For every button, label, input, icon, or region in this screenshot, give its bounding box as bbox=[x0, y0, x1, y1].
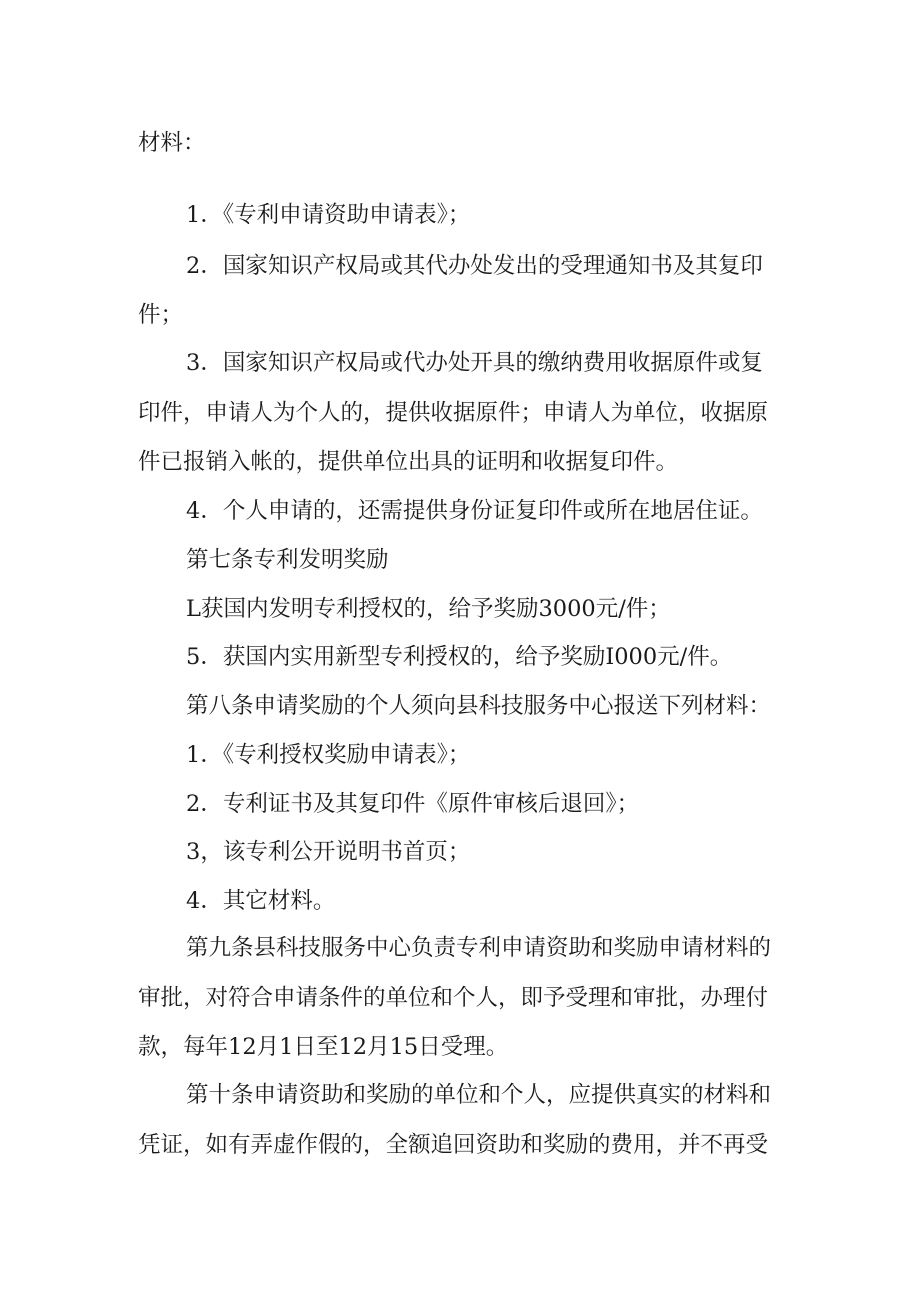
text-line: L获国内发明专利授权的，给予奖励3000元/件； bbox=[186, 596, 671, 622]
text-line: 1．《专利授权奖励申请表》； bbox=[186, 742, 471, 768]
text-line: 4．个人申请的，还需提供身份证复印件或所在地居住证。 bbox=[186, 498, 763, 524]
text-line: 1．《专利申请资助申请表》； bbox=[186, 202, 471, 228]
text-line: 印件，申请人为个人的，提供收据原件；申请人为单位，收据原 bbox=[138, 400, 769, 426]
text-line: 第九条县科技服务中心负责专利申请资助和奖励申请材料的 bbox=[186, 935, 772, 961]
text-line: 材料： bbox=[138, 130, 206, 156]
text-line: 件； bbox=[138, 302, 184, 328]
text-line: 第十条申请资助和奖励的单位和个人，应提供真实的材料和 bbox=[186, 1082, 772, 1108]
text-line: 审批，对符合申请条件的单位和个人，即予受理和审批，办理付 bbox=[138, 985, 769, 1011]
text-line: 件已报销入帐的，提供单位出具的证明和收据复印件。 bbox=[138, 449, 679, 475]
text-line: 2．国家知识产权局或其代办处发出的受理通知书及其复印 bbox=[186, 253, 763, 279]
text-line: 5．获国内实用新型专利授权的，给予奖励I000元/件。 bbox=[186, 644, 733, 670]
text-line: 款，每年12月1日至12月15日受理。 bbox=[138, 1034, 509, 1060]
text-line: 2．专利证书及其复印件《原件审核后退回》； bbox=[186, 791, 640, 817]
text-line: 第八条申请奖励的个人须向县科技服务中心报送下列材料： bbox=[186, 693, 772, 719]
text-line: 第七条专利发明奖励 bbox=[186, 547, 389, 573]
text-line: 3．国家知识产权局或代办处开具的缴纳费用收据原件或复 bbox=[186, 350, 763, 376]
text-line: 3，该专利公开说明书首页； bbox=[186, 839, 471, 865]
text-line: 4．其它材料。 bbox=[186, 888, 336, 914]
text-line: 凭证，如有弄虚作假的，全额追回资助和奖励的费用，并不再受 bbox=[138, 1132, 769, 1158]
